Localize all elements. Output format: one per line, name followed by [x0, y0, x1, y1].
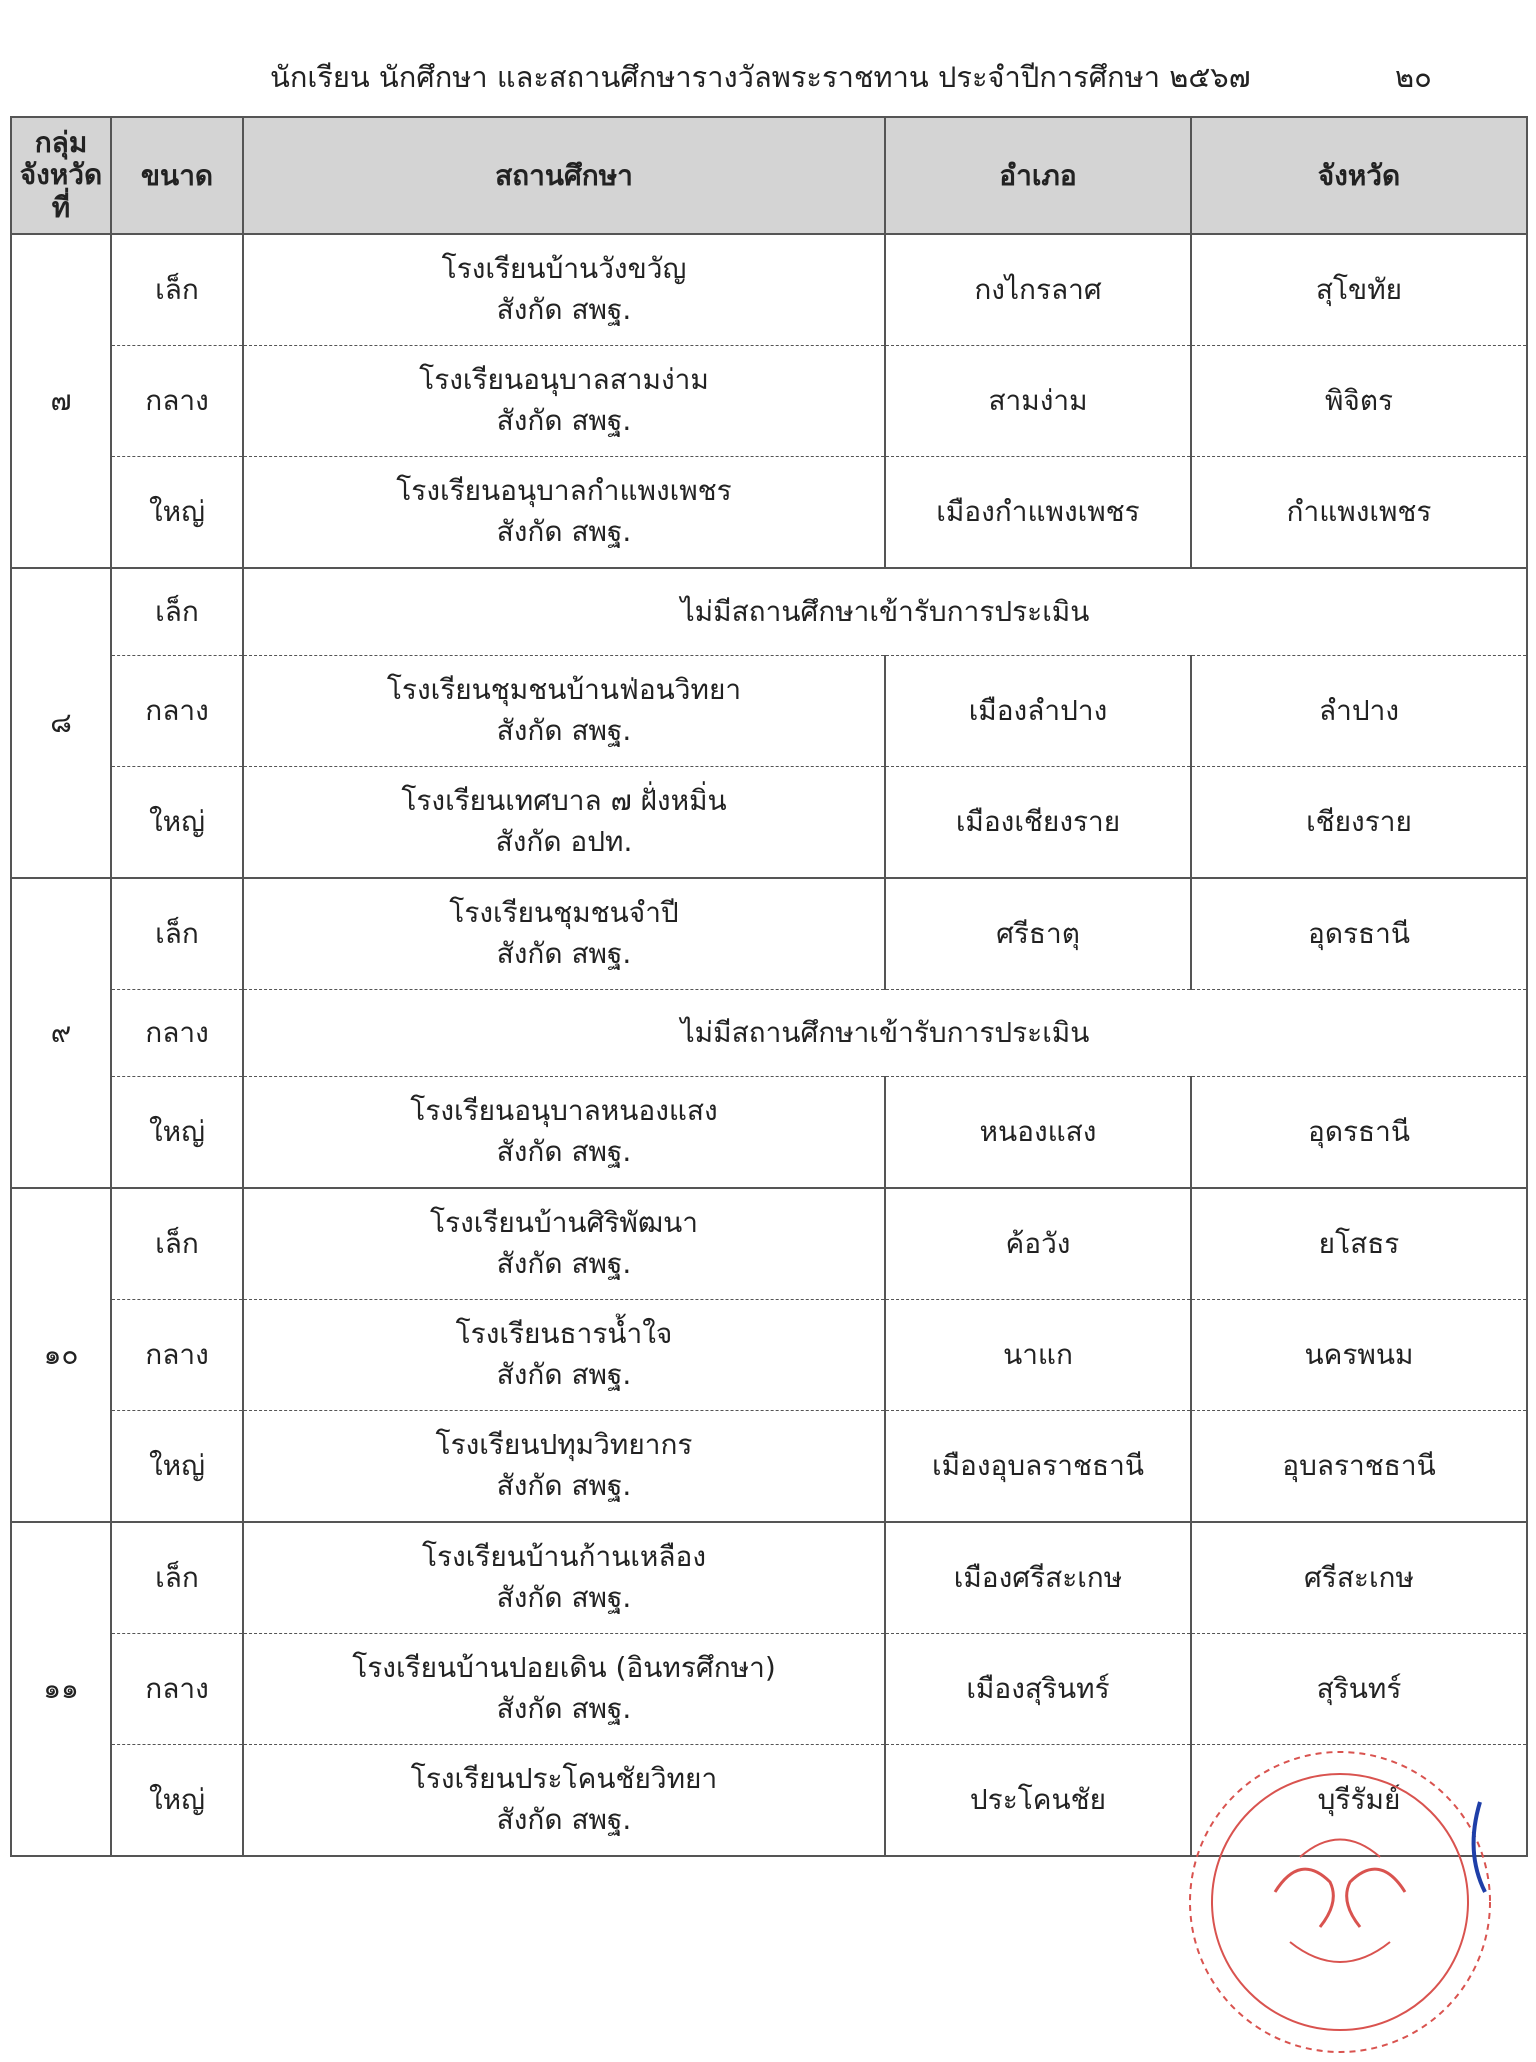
district-cell: กงไกรลาศ	[885, 234, 1191, 346]
school-name: โรงเรียนธารน้ำใจ	[455, 1317, 673, 1351]
district-cell: เมืองศรีสะเกษ	[885, 1522, 1191, 1634]
school-affiliation: สังกัด สพฐ.	[496, 937, 632, 970]
size-cell: กลาง	[111, 346, 243, 457]
table-header-row	[11, 117, 1527, 234]
district-cell: เมืองสุรินทร์	[885, 1634, 1191, 1745]
school-name: โรงเรียนอนุบาลกำแพงเพชร	[396, 474, 732, 508]
table-row	[11, 656, 1527, 767]
school-affiliation: สังกัด อปท.	[495, 825, 633, 858]
school-name: โรงเรียนอนุบาลหนองแสง	[410, 1094, 718, 1128]
province-cell: สุรินทร์	[1191, 1634, 1527, 1745]
province-cell: อุดรธานี	[1191, 1077, 1527, 1189]
district-cell: นาแก	[885, 1300, 1191, 1411]
size-cell: ใหญ่	[111, 1745, 243, 1857]
table-row	[11, 1077, 1527, 1189]
province-cell: ลำปาง	[1191, 656, 1527, 767]
table-row	[11, 1188, 1527, 1300]
table-row	[11, 234, 1527, 346]
table-head	[11, 117, 1527, 234]
province-cell: นครพนม	[1191, 1300, 1527, 1411]
school-affiliation: สังกัด สพฐ.	[496, 1692, 632, 1725]
province-group-cell: ๗	[11, 234, 111, 568]
school-cell	[243, 878, 885, 990]
table-row	[11, 990, 1527, 1077]
school-cell	[243, 767, 885, 879]
province-cell: อุบลราชธานี	[1191, 1411, 1527, 1523]
school-affiliation: สังกัด สพฐ.	[496, 293, 632, 326]
school-name: โรงเรียนปทุมวิทยากร	[435, 1428, 693, 1462]
school-affiliation: สังกัด สพฐ.	[496, 714, 632, 747]
table-row	[11, 568, 1527, 656]
page-number: ๒๐	[1395, 60, 1432, 94]
province-group-cell: ๑๐	[11, 1188, 111, 1522]
school-name: โรงเรียนชุมชนจำปี	[449, 896, 679, 930]
table-row	[11, 1634, 1527, 1745]
awards-table	[10, 116, 1528, 1857]
table-row	[11, 767, 1527, 879]
district-cell: ประโคนชัย	[885, 1745, 1191, 1857]
size-cell: ใหญ่	[111, 1077, 243, 1189]
school-cell	[243, 234, 885, 346]
province-cell: ยโสธร	[1191, 1188, 1527, 1300]
province-cell: พิจิตร	[1191, 346, 1527, 457]
district-cell: เมืองอุบลราชธานี	[885, 1411, 1191, 1523]
school-cell	[243, 656, 885, 767]
school-affiliation: สังกัด สพฐ.	[496, 1358, 632, 1391]
school-cell	[243, 1411, 885, 1523]
school-cell	[243, 1522, 885, 1634]
school-affiliation: สังกัด สพฐ.	[496, 1135, 632, 1168]
size-cell: เล็ก	[111, 568, 243, 656]
table-row	[11, 346, 1527, 457]
table-row	[11, 1300, 1527, 1411]
district-cell: ค้อวัง	[885, 1188, 1191, 1300]
province-cell: เชียงราย	[1191, 767, 1527, 879]
size-cell: เล็ก	[111, 1188, 243, 1300]
province-group-cell: ๑๑	[11, 1522, 111, 1856]
school-affiliation: สังกัด สพฐ.	[496, 1469, 632, 1502]
province-cell: สุโขทัย	[1191, 234, 1527, 346]
school-cell	[243, 1188, 885, 1300]
school-cell	[243, 1634, 885, 1745]
official-seal-stamp	[1180, 1742, 1500, 2062]
school-name: โรงเรียนเทศบาล ๗ ฝั่งหมิ่น	[401, 784, 727, 818]
column-header-group	[11, 117, 111, 234]
school-cell	[243, 1077, 885, 1189]
table-row	[11, 878, 1527, 990]
district-cell: ศรีธาตุ	[885, 878, 1191, 990]
column-header-group-line2: จังหวัดที่	[19, 158, 103, 224]
school-affiliation: สังกัด สพฐ.	[496, 515, 632, 548]
no-participant-note: ไม่มีสถานศึกษาเข้ารับการประเมิน	[243, 990, 1527, 1077]
school-name: โรงเรียนบ้านศิริพัฒนา	[430, 1206, 698, 1240]
size-cell: เล็ก	[111, 234, 243, 346]
school-name: โรงเรียนประโคนชัยวิทยา	[410, 1762, 718, 1796]
size-cell: ใหญ่	[111, 767, 243, 879]
school-name: โรงเรียนบ้านวังขวัญ	[441, 252, 687, 286]
district-cell: เมืองลำปาง	[885, 656, 1191, 767]
size-cell: เล็ก	[111, 878, 243, 990]
province-group-cell: ๙	[11, 878, 111, 1188]
province-cell: อุดรธานี	[1191, 878, 1527, 990]
province-cell: บุรีรัมย์	[1191, 1745, 1527, 1857]
school-cell	[243, 1300, 885, 1411]
school-cell	[243, 1745, 885, 1857]
school-affiliation: สังกัด สพฐ.	[496, 404, 632, 437]
province-group-cell: ๘	[11, 568, 111, 878]
district-cell: สามง่าม	[885, 346, 1191, 457]
table-body	[11, 234, 1527, 1856]
school-name: โรงเรียนอนุบาลสามง่าม	[419, 363, 709, 397]
size-cell: กลาง	[111, 1300, 243, 1411]
page-header	[0, 52, 1536, 102]
province-cell: กำแพงเพชร	[1191, 457, 1527, 569]
no-participant-note: ไม่มีสถานศึกษาเข้ารับการประเมิน	[243, 568, 1527, 656]
school-name: โรงเรียนบ้านปอยเดิน (อินทรศึกษา)	[352, 1651, 776, 1685]
district-cell: หนองแสง	[885, 1077, 1191, 1189]
district-cell: เมืองเชียงราย	[885, 767, 1191, 879]
province-cell: ศรีสะเกษ	[1191, 1522, 1527, 1634]
school-cell	[243, 457, 885, 569]
column-header-size: ขนาด	[111, 117, 243, 234]
school-name: โรงเรียนชุมชนบ้านฟ่อนวิทยา	[386, 673, 742, 707]
column-header-group-line1: กลุ่ม	[34, 126, 88, 160]
column-header-district: อำเภอ	[885, 117, 1191, 234]
school-affiliation: สังกัด สพฐ.	[496, 1803, 632, 1836]
district-cell: เมืองกำแพงเพชร	[885, 457, 1191, 569]
school-affiliation: สังกัด สพฐ.	[496, 1247, 632, 1280]
page-title: นักเรียน นักศึกษา และสถานศึกษารางวัลพระราชทาน ประจำปีการศึกษา ๒๕๖๗	[270, 60, 1251, 94]
table-row	[11, 1411, 1527, 1523]
table-row	[11, 457, 1527, 569]
school-name: โรงเรียนบ้านก้านเหลือง	[421, 1540, 707, 1574]
size-cell: กลาง	[111, 990, 243, 1077]
table-row	[11, 1522, 1527, 1634]
size-cell: กลาง	[111, 1634, 243, 1745]
size-cell: กลาง	[111, 656, 243, 767]
column-header-school: สถานศึกษา	[243, 117, 885, 234]
school-cell	[243, 346, 885, 457]
size-cell: เล็ก	[111, 1522, 243, 1634]
size-cell: ใหญ่	[111, 457, 243, 569]
school-affiliation: สังกัด สพฐ.	[496, 1581, 632, 1614]
column-header-province: จังหวัด	[1191, 117, 1527, 234]
size-cell: ใหญ่	[111, 1411, 243, 1523]
